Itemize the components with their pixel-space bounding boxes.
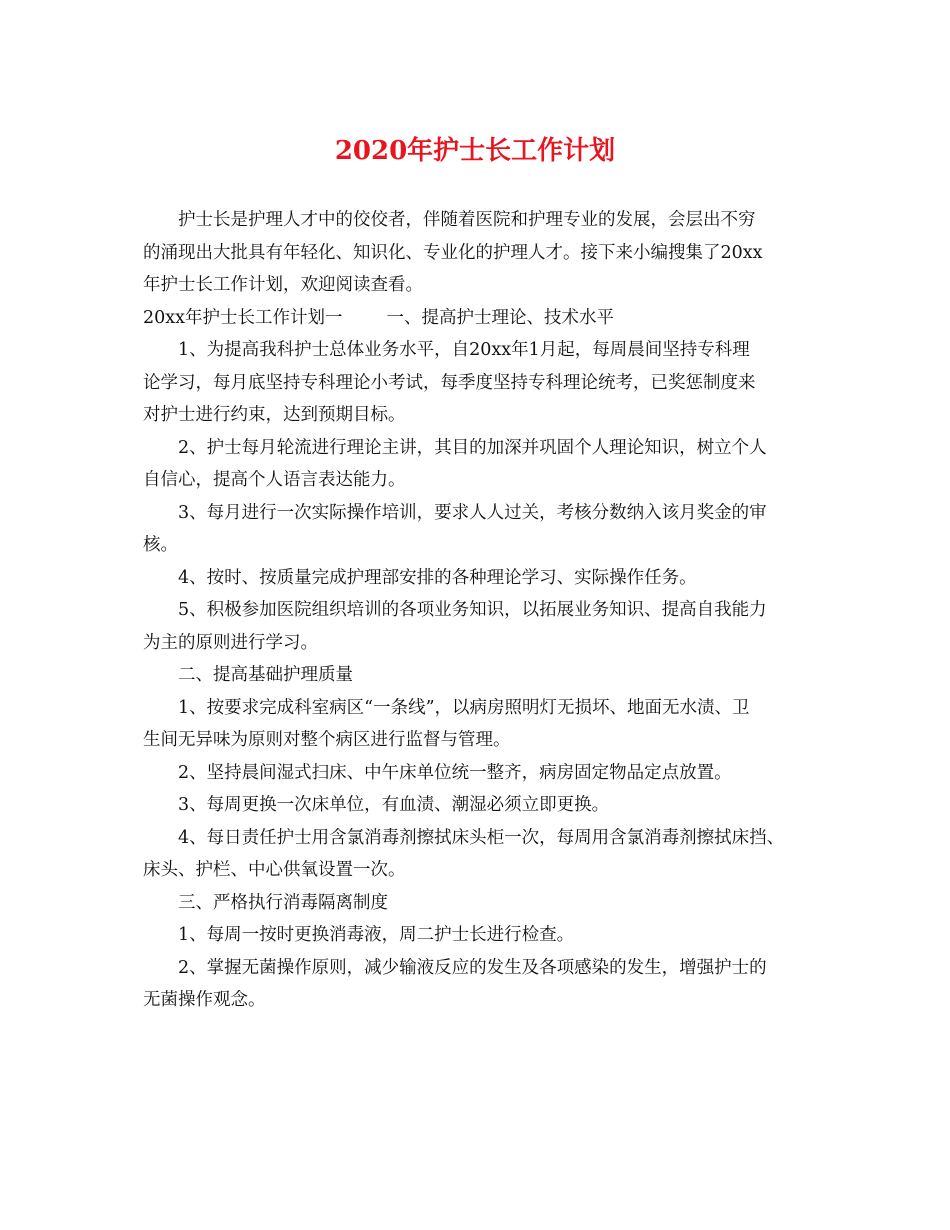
paragraph-line: 对护士进行约束，达到预期目标。: [143, 405, 406, 425]
section-heading: 二、提高基础护理质量: [178, 665, 353, 685]
paragraph-line: 3、每周更换一次床单位，有血渍、潮湿必须立即更换。: [178, 795, 610, 815]
paragraph-line: 论学习，每月底坚持专科理论小考试，每季度坚持专科理论统考，已奖惩制度来: [143, 372, 756, 393]
section-heading-line: [143, 302, 818, 335]
paragraph-line: 4、按时、按质量完成护理部安排的各种理论学习、实际操作任务。: [178, 567, 697, 588]
paragraph-line: 为主的原则进行学习。: [143, 632, 318, 653]
paragraph-line: 床头、护栏、中心供氧设置一次。: [143, 860, 406, 880]
paragraph-line: 无菌操作观念。: [143, 990, 266, 1010]
paragraph-line: 年护士长工作计划，欢迎阅读查看。: [143, 275, 423, 295]
paragraph-line: 1、为提高我科护士总体业务水平，自20xx年1月起，每周晨间坚持专科理: [178, 340, 750, 360]
plan-subtitle: 20xx年护士长工作计划一: [143, 307, 343, 328]
paragraph-line: 核。: [143, 535, 178, 555]
paragraph-line: 3、每月进行一次实际操作培训，要求人人过关，考核分数纳入该月奖金的审: [178, 502, 767, 523]
paragraph-line: 5、积极参加医院组织培训的各项业务知识，以拓展业务知识、提高自我能力: [178, 600, 767, 620]
paragraph-line: 护士长是护理人才中的佼佼者，伴随着医院和护理专业的发展，会层出不穷: [178, 210, 756, 230]
document-title: 2020年护士长工作计划: [334, 136, 616, 166]
section-heading: 三、严格执行消毒隔离制度: [178, 892, 388, 913]
document-body: [143, 204, 818, 1017]
paragraph-line: 2、坚持晨间湿式扫床、中午床单位统一整齐，病房固定物品定点放置。: [178, 762, 732, 783]
section-heading: 一、提高护士理论、技术水平: [386, 307, 615, 328]
paragraph-line: 1、按要求完成科室病区“一条线”，以病房照明灯无损坏、地面无水渍、卫: [178, 697, 750, 718]
paragraph-line: 4、每日责任护士用含氯消毒剂擦拭床头柜一次，每周用含氯消毒剂擦拭床挡、: [178, 827, 785, 848]
paragraph-line: 2、护士每月轮流进行理论主讲，其目的加深并巩固个人理论知识，树立个人: [178, 437, 767, 458]
paragraph-line: 2、掌握无菌操作原则，减少输液反应的发生及各项感染的发生，增强护士的: [178, 957, 767, 978]
paragraph-line: 的涌现出大批具有年轻化、知识化、专业化的护理人才。接下来小编搜集了20xx: [143, 242, 763, 263]
paragraph-line: 1、每周一按时更换消毒液，周二护士长进行检查。: [178, 925, 575, 945]
paragraph-line: 生间无异味为原则对整个病区进行监督与管理。: [143, 730, 511, 750]
paragraph-line: 自信心，提高个人语言表达能力。: [143, 470, 406, 490]
